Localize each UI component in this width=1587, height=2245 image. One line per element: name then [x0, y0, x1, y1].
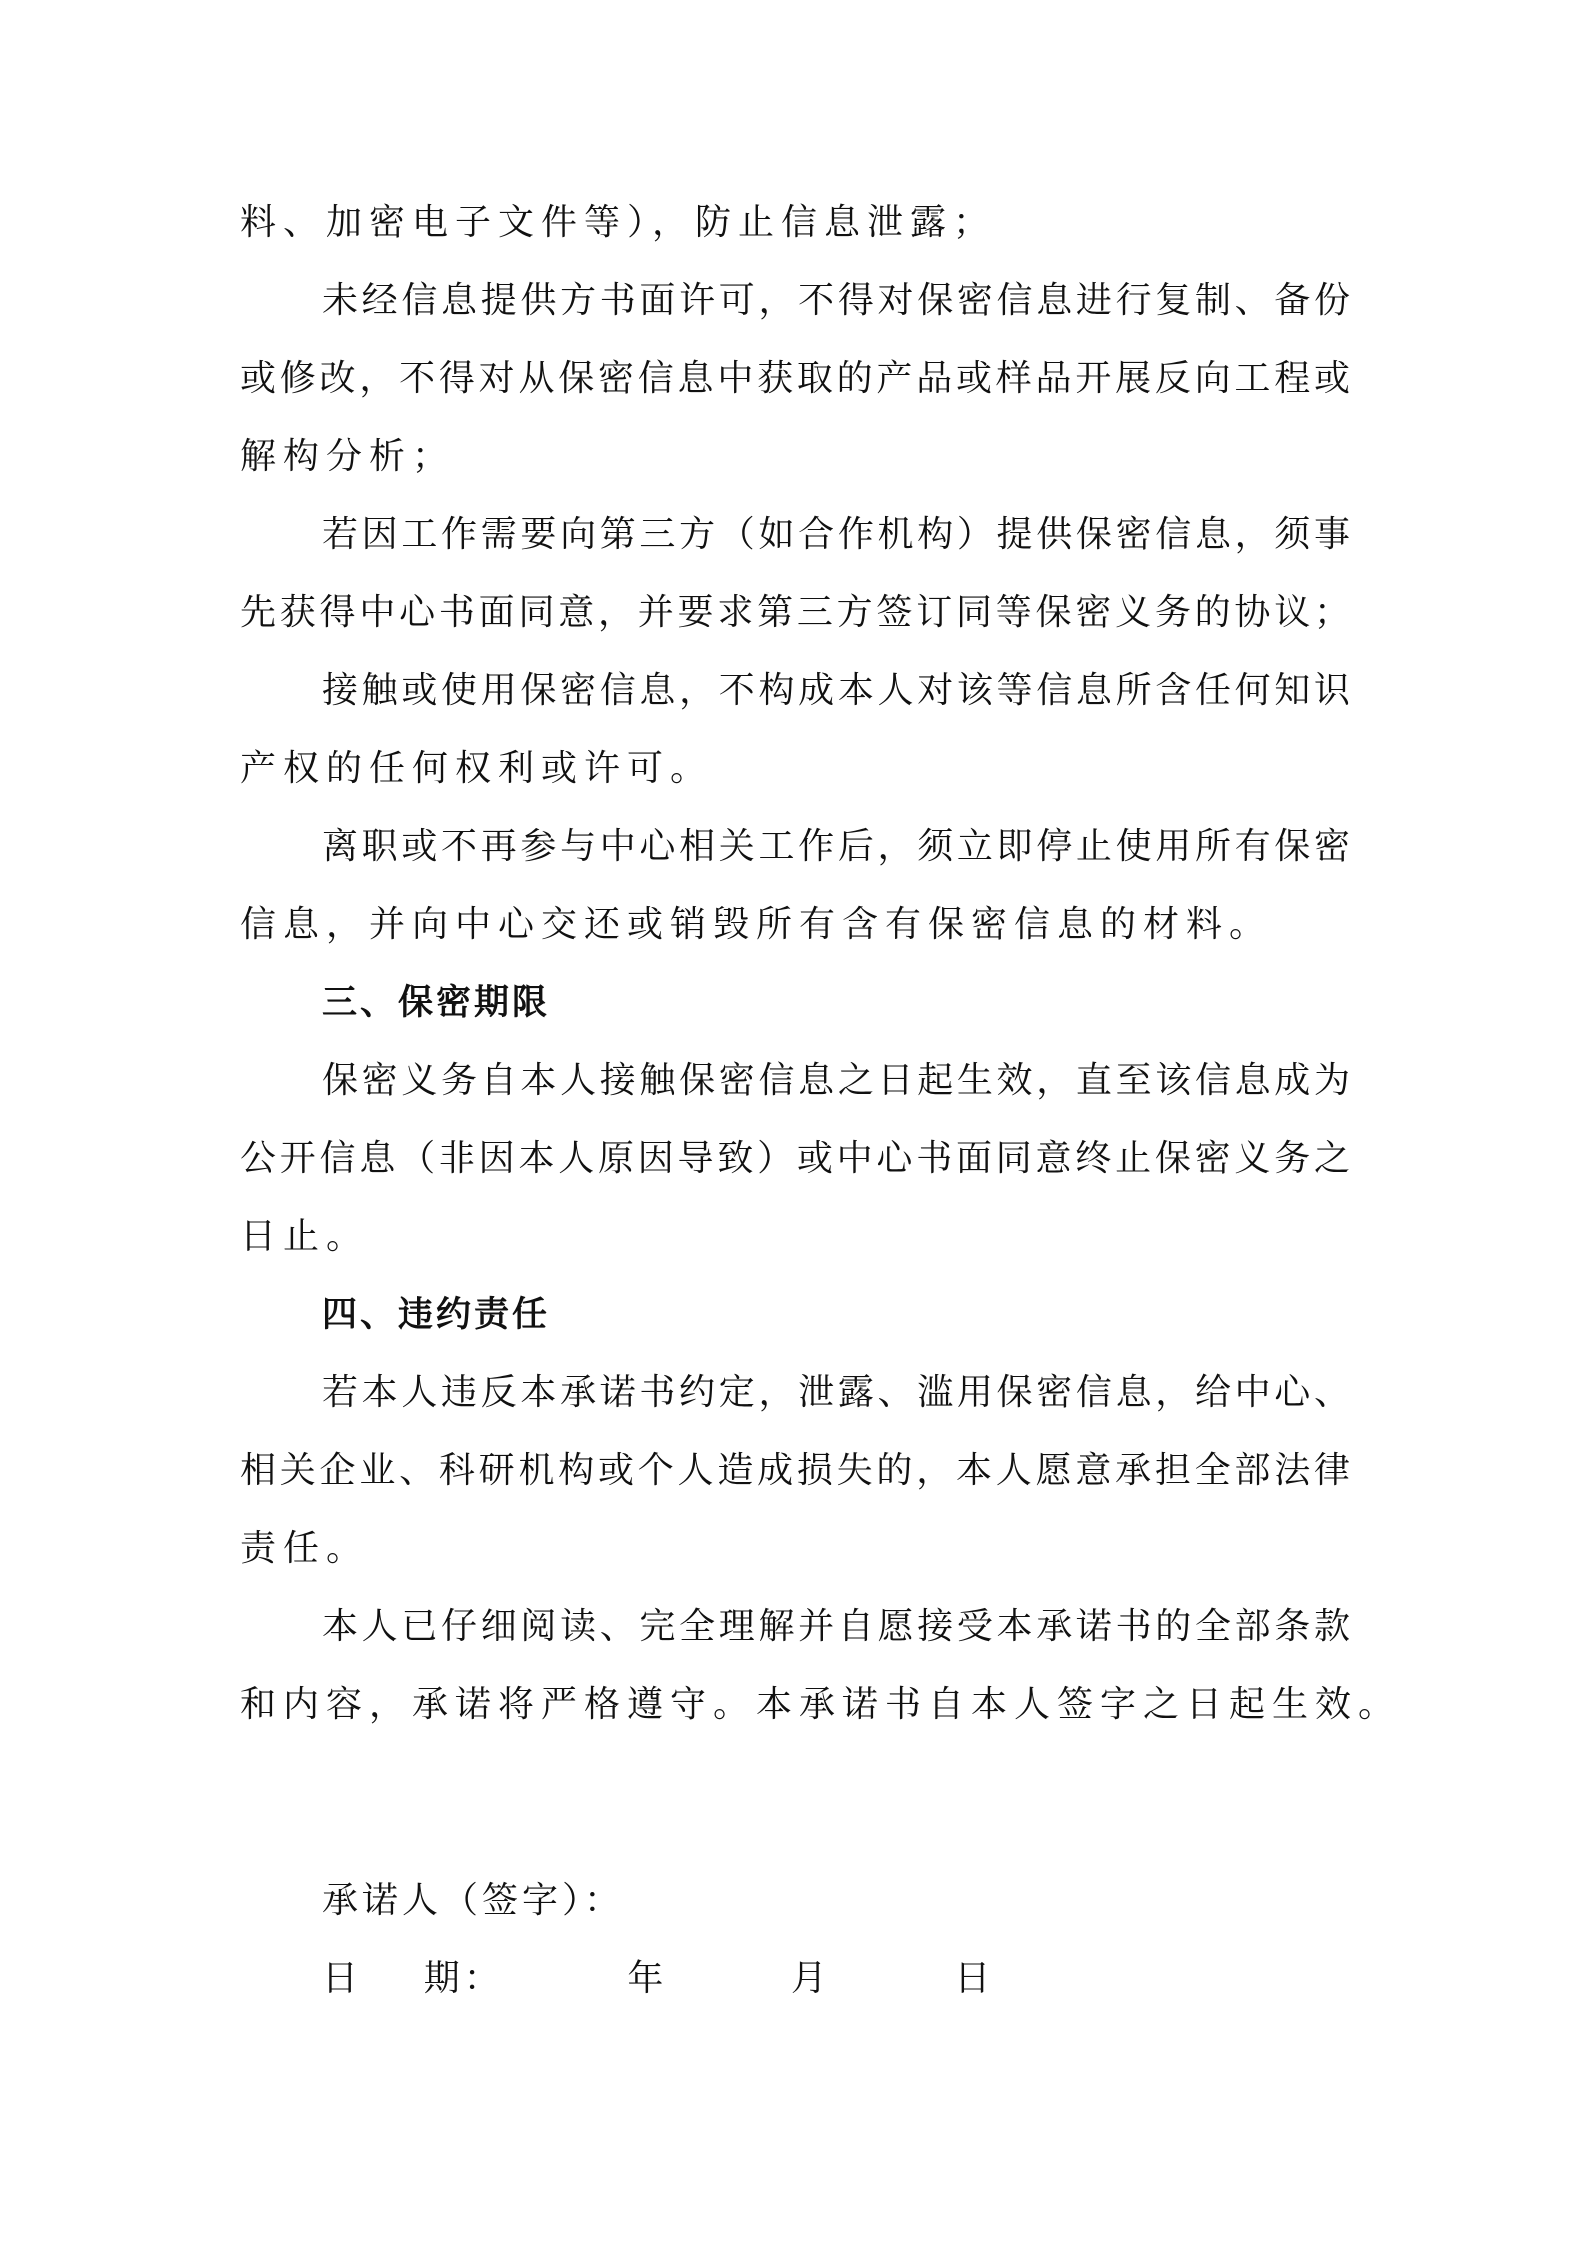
paragraph-line: 接触或使用保密信息，不构成本人对该等信息所含任何知识 [322, 670, 1350, 711]
signature-spacer [240, 1744, 1350, 1862]
paragraph-line: 公开信息（非因本人原因导致）或中心书面同意终止保密义务之 [240, 1138, 1350, 1179]
paragraph-line: 料、加密电子文件等），防止信息泄露； [240, 202, 997, 243]
paragraph-line: 信息，并向中心交还或销毁所有含有保密信息的材料。 [240, 904, 1273, 945]
paragraph-line: 和内容，承诺将严格遵守。本承诺书自本人签字之日起生效。 [240, 1684, 1402, 1725]
paragraph-line: 未经信息提供方书面许可，不得对保密信息进行复制、备份 [322, 280, 1350, 321]
paragraph-line: 日止。 [240, 1216, 370, 1257]
paragraph-line: 先获得中心书面同意，并要求第三方签订同等保密义务的协议； [240, 592, 1350, 633]
paragraph-line: 责任。 [240, 1528, 370, 1569]
paragraph-line: 若本人违反本承诺书约定，泄露、滥用保密信息，给中心、 [322, 1372, 1350, 1413]
paragraph-line: 保密义务自本人接触保密信息之日起生效，直至该信息成为 [322, 1060, 1350, 1101]
paragraph-line: 离职或不再参与中心相关工作后，须立即停止使用所有保密 [322, 826, 1350, 867]
section-heading-confidentiality-period: 三、保密期限 [322, 983, 551, 1023]
paragraph-line: 解构分析； [240, 436, 456, 477]
signer-label: 承诺人（签字）： [322, 1880, 625, 1921]
paragraph-line: 或修改，不得对从保密信息中获取的产品或样品开展反向工程或 [240, 358, 1350, 399]
paragraph-line: 本人已仔细阅读、完全理解并自愿接受本承诺书的全部条款 [322, 1606, 1350, 1647]
section-heading-breach-liability: 四、违约责任 [322, 1295, 551, 1335]
document-body [240, 184, 1402, 2018]
paragraph-line: 相关企业、科研机构或个人造成损失的，本人愿意承担全部法律 [240, 1450, 1350, 1491]
date-label: 日 期： 年 月 日 [322, 1958, 995, 1999]
paragraph-line: 若因工作需要向第三方（如合作机构）提供保密信息，须事 [322, 514, 1350, 555]
paragraph-line: 产权的任何权利或许可。 [240, 748, 714, 789]
